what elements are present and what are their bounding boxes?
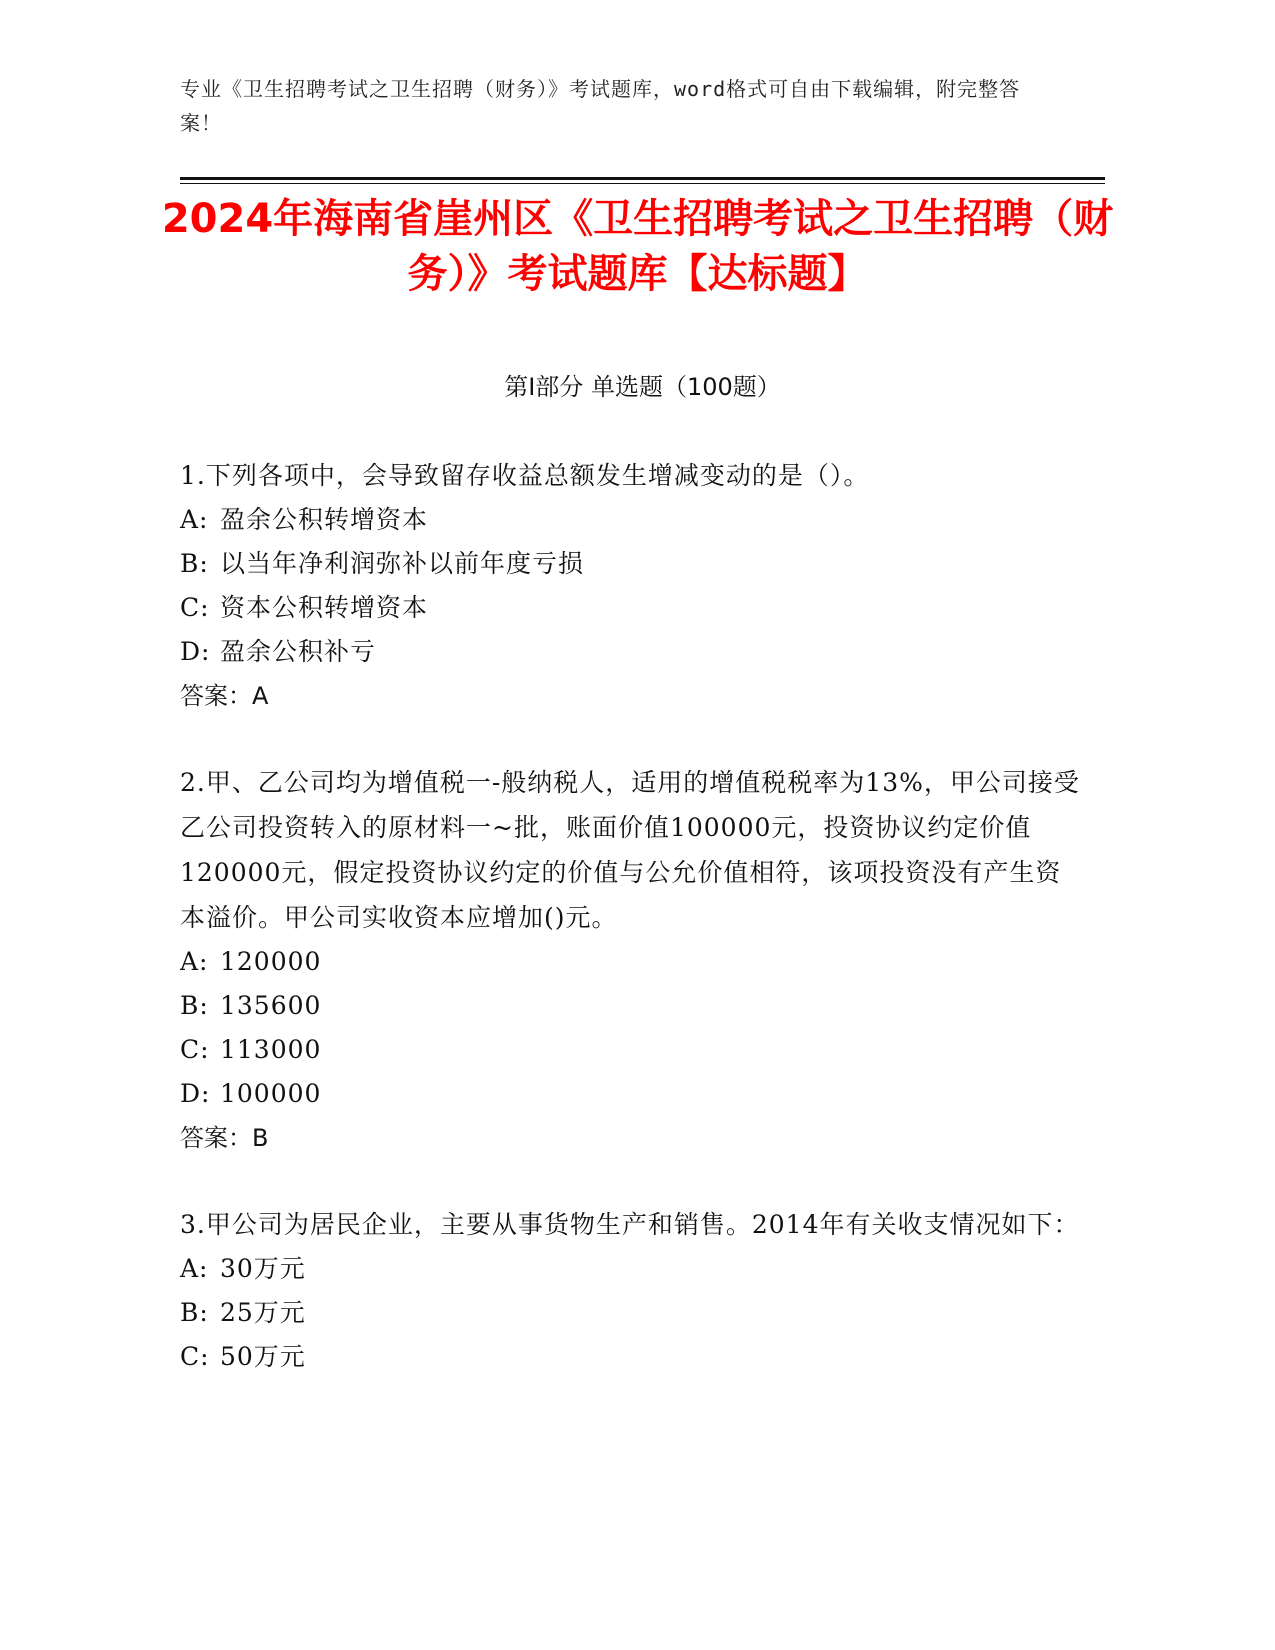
question-stem: 2.甲、乙公司均为增值税一-般纳税人，适用的增值税税率为13%，甲公司接受乙公司投资转入的原材料一~批，账面价值100000元，投资协议约定价值120000元，假定投资协议约定的价值与公允价值相符，该项投资没有产生资本溢价。甲公司实收资本应增加()元。 <box>180 768 1080 932</box>
option-a <box>180 1247 1080 1291</box>
option-c <box>180 1335 1080 1379</box>
question-stem: 3.甲公司为居民企业，主要从事货物生产和销售。2014年有关收支情况如下： <box>180 1210 1080 1239</box>
option-c <box>180 586 1080 630</box>
question-2 <box>180 760 1080 1160</box>
header-divider-thick <box>180 177 1105 180</box>
option-d <box>180 630 1080 674</box>
option-b <box>180 542 1080 586</box>
header-divider-thin <box>180 183 1105 184</box>
answer-line: 答案：A <box>180 682 269 710</box>
option-text: 盈余公积转增资本 <box>220 505 429 534</box>
option-letter: D: <box>180 637 211 666</box>
option-letter: B: <box>180 549 209 578</box>
option-a <box>180 940 1080 984</box>
option-letter: B: <box>180 991 209 1020</box>
question-list <box>180 453 1080 1379</box>
option-text: 120000 <box>220 947 322 976</box>
option-text: 资本公积转增资本 <box>220 593 429 622</box>
option-letter: A: <box>180 505 209 534</box>
option-text: 盈余公积补亏 <box>220 637 377 666</box>
document-title: 2024年海南省崖州区《卫生招聘考试之卫生招聘（财务）》考试题库【达标题】 <box>161 196 1114 297</box>
option-text: 50万元 <box>220 1342 306 1371</box>
option-text: 25万元 <box>220 1298 306 1327</box>
option-a <box>180 498 1080 542</box>
question-stem: 1.下列各项中，会导致留存收益总额发生增减变动的是（）。 <box>180 461 870 490</box>
option-text: 30万元 <box>220 1254 306 1283</box>
option-text: 135600 <box>220 991 322 1020</box>
option-b <box>180 1291 1080 1335</box>
option-text: 100000 <box>220 1079 322 1108</box>
option-letter: A: <box>180 1254 209 1283</box>
option-text: 113000 <box>220 1035 322 1064</box>
question-spacer <box>180 1160 1080 1202</box>
answer-line: 答案：B <box>180 1124 269 1152</box>
option-letter: C: <box>180 1342 210 1371</box>
option-c <box>180 1028 1080 1072</box>
question-spacer <box>180 718 1080 760</box>
option-letter: A: <box>180 947 209 976</box>
option-letter: C: <box>180 593 210 622</box>
option-text: 以当年净利润弥补以前年度亏损 <box>220 549 585 578</box>
option-letter: C: <box>180 1035 210 1064</box>
question-1 <box>180 453 1080 718</box>
option-d <box>180 1072 1080 1116</box>
section-heading: 第Ⅰ部分 单选题（100题） <box>504 373 781 401</box>
header-note: 专业《卫生招聘考试之卫生招聘（财务）》考试题库，word格式可自由下载编辑，附完整答案！ <box>180 77 1021 135</box>
option-letter: D: <box>180 1079 211 1108</box>
option-letter: B: <box>180 1298 209 1327</box>
option-b <box>180 984 1080 1028</box>
question-3 <box>180 1202 1080 1379</box>
